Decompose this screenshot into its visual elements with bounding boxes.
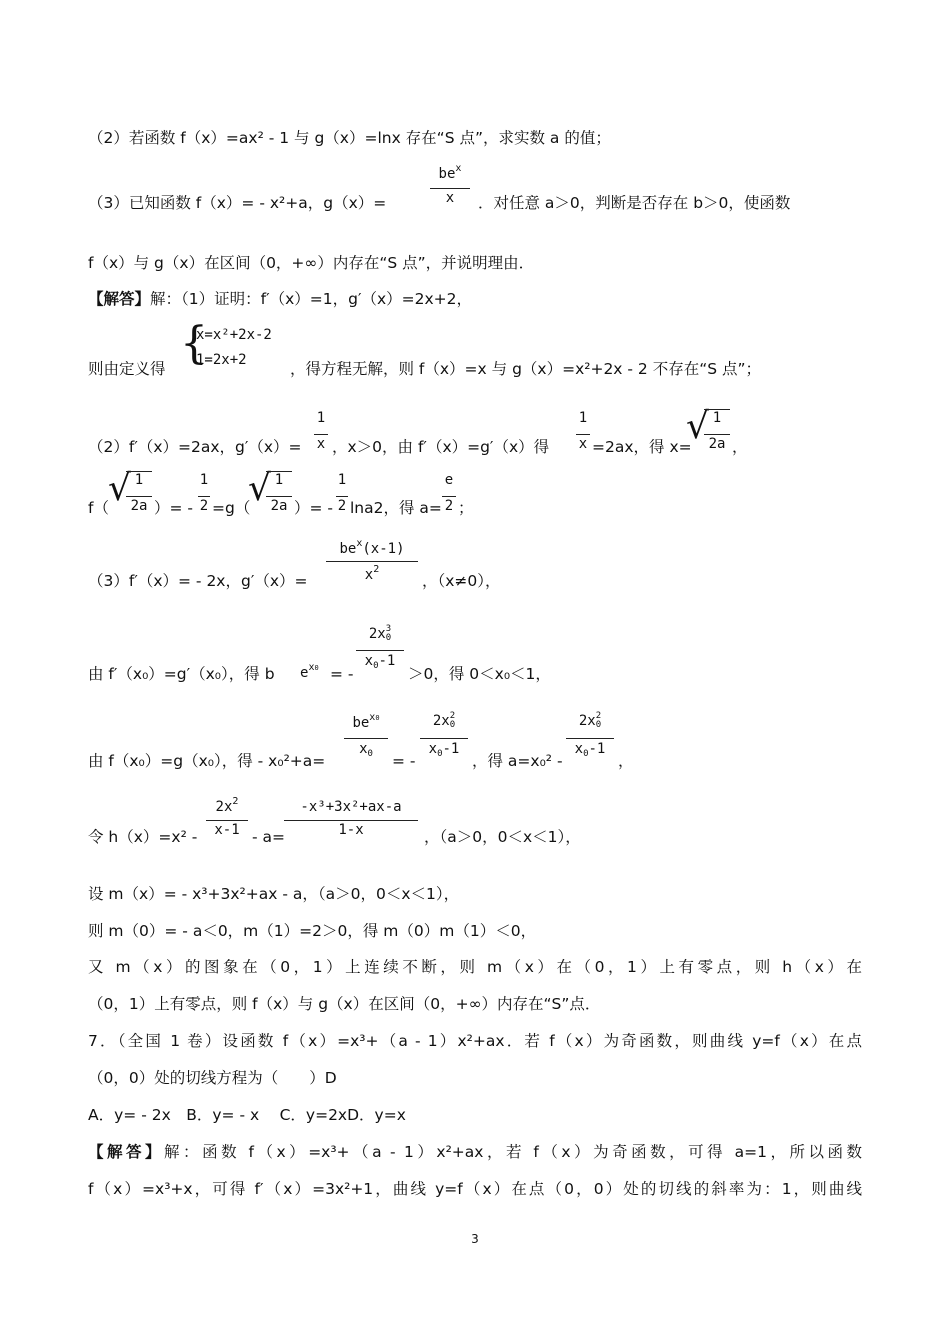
question-3-text-c: f（x）与 g（x）在区间（0，+∞）内存在“S 点”，并说明理由．: [88, 254, 535, 272]
question-7-answer-line-b: [88, 1178, 862, 1200]
gp-num-text: be: [339, 541, 357, 557]
sqrt1-bar: [704, 434, 730, 435]
f5c-bar: [566, 738, 614, 739]
gp-num-sup: x: [356, 538, 363, 549]
answer-5-part4: ，: [618, 752, 634, 770]
answer-5-part3: ，得 a=x₀² -: [472, 752, 563, 770]
f5a-den: [344, 741, 388, 759]
e-x0-exp: [308, 662, 318, 673]
answer-2-part4-wrap: [732, 436, 862, 458]
answer-2b-end-wrap: [458, 497, 862, 519]
answer-4-part2: = -: [330, 665, 354, 683]
frac-1x-den: x: [316, 436, 326, 452]
f5b-num-sub: 0: [449, 720, 456, 730]
half2-num: 1: [337, 472, 347, 488]
f5c-num: [566, 712, 614, 730]
answer-2b-eq3: ）= -: [294, 499, 334, 517]
question-7-a: 7．（全国 1 卷）设函数 f（x）=x³+（a - 1）x²+ax．若 f（x）为奇函数，则曲线 y=f（x）在点: [88, 1032, 862, 1050]
f6b-bar: [284, 820, 418, 821]
answer-6-part3-wrap: [424, 826, 862, 848]
e-x0-exp-x: x: [308, 662, 315, 673]
question-7-answer-a: 解：函数 f（x）=x³+（a - 1）x²+ax，若 f（x）为奇函数，可得 a=1，所以函数: [164, 1143, 862, 1161]
system-suffix-line: [290, 358, 862, 380]
question-7-options: A．y= - 2x B．y= - x C．y=2xD．y=x: [88, 1106, 406, 1124]
sqrt2-bar: [126, 496, 152, 497]
f5a-num-sup-sub: 0: [375, 714, 380, 722]
system-eq-1: x=x²+2x-2: [196, 327, 272, 343]
g3-denominator: x: [445, 190, 455, 206]
question-7-options-line: [88, 1104, 862, 1126]
gp-bar: [326, 561, 418, 562]
gp-num: [326, 538, 418, 557]
f5a-num-sup: x: [369, 712, 376, 723]
answer-2-part2: ，x＞0，由 f′（x）=g′（x）得: [332, 438, 550, 456]
question-7-line-b: [88, 1067, 862, 1089]
g3-numerator: [430, 163, 470, 182]
f5b-bar: [420, 738, 468, 739]
left-brace: {: [180, 318, 208, 369]
sqrt-sign-1: √: [686, 406, 709, 447]
f4-den-sub: 0: [373, 661, 379, 671]
e-half-num: e: [444, 472, 454, 488]
f5c-num-text: 2x: [578, 713, 596, 729]
half-den: 2: [199, 498, 209, 514]
f5b-num-scripts: [450, 712, 455, 730]
e-x0-exp-sub: 0: [314, 664, 319, 672]
answer-1-line: [88, 288, 862, 310]
f5c-num-sub: 0: [595, 720, 602, 730]
f5b-den-x: x: [428, 741, 438, 757]
question-3-line-c: [88, 252, 862, 274]
frac-1x-bar: [314, 434, 328, 435]
sqrt2-num: 1: [134, 472, 144, 488]
sqrt3-num: 1: [274, 472, 284, 488]
f5a-den-x: x: [359, 741, 368, 757]
question-3-rest: [478, 192, 862, 214]
answer-10: （0，1）上有零点，则 f（x）与 g（x）在区间（0，+∞）内存在“S”点．: [88, 995, 601, 1013]
f5a-bar: [344, 738, 388, 739]
g3-fraction-bar: [430, 188, 470, 189]
f5b-den-sub: 0: [437, 749, 443, 759]
f6a-num-text: 2x: [215, 799, 233, 815]
answer-9-line: [88, 956, 862, 978]
answer-9: 又 m（x）的图象在（0，1）上连续不断，则 m（x）在（0，1）上有零点，则 h（x）在: [88, 958, 862, 976]
answer-3-part2-wrap: [422, 570, 862, 592]
answer-3-part2: ，（x≠0），: [422, 572, 501, 590]
f4-den: [356, 653, 404, 671]
sqrt3-den: 2a: [270, 498, 288, 514]
question-7-answer-line-a: [88, 1141, 862, 1163]
f5c-den-x: x: [574, 741, 584, 757]
answer-4-part3-wrap: [408, 663, 862, 685]
f5a-den-sub: 0: [367, 749, 373, 759]
f5b-num-text: 2x: [432, 713, 450, 729]
answer-1-text: 解：（1）证明：f′（x）=1，g′（x）=2x+2，: [150, 290, 473, 308]
f5c-num-scripts: [596, 712, 601, 730]
answer-8: 则 m（0）= - a＜0，m（1）=2＞0，得 m（0）m（1）＜0，: [88, 922, 537, 940]
answer-6-part3: ，（a＞0，0＜x＜1），: [424, 828, 581, 846]
question-2-text: （2）若函数 f（x）=ax² - 1 与 g（x）=lnx 存在“S 点”，求实数 a 的值；: [88, 129, 611, 147]
f4-num: [356, 625, 404, 643]
answer-2-part1: （2）f′（x）=2ax，g′（x）=: [88, 438, 302, 456]
sqrt-sign-2: √: [108, 468, 131, 509]
frac-1x-num: 1: [316, 410, 326, 426]
frac-1x-b-num: 1: [578, 410, 588, 426]
answer-2b-f: f（: [88, 499, 109, 517]
answer-8-line: [88, 920, 862, 942]
f5c-num-sup: 2: [595, 711, 602, 721]
answer-5-part1: 由 f（x₀）=g（x₀），得 - x₀²+a=: [88, 752, 326, 770]
f4-bar: [356, 650, 404, 651]
answer-2b-end: ；: [458, 499, 474, 517]
f4-num-sub: 0: [385, 633, 392, 643]
f4-num-scripts: [386, 625, 391, 643]
f5c-den: [566, 741, 614, 759]
question-7-b: （0，0）处的切线方程为（ ）D: [88, 1069, 337, 1087]
answer-2b-eq2: =g（: [212, 499, 251, 517]
answer-5-part2: = -: [392, 752, 416, 770]
f5a-num-exp: [369, 712, 379, 723]
e-x0-base: e: [300, 665, 309, 681]
system-prefix: 则由定义得: [88, 360, 166, 378]
f4-den-rest: -1: [378, 653, 396, 669]
half-bar: [198, 496, 210, 497]
gp-num-rest: (x-1): [362, 541, 405, 557]
answer-tag-2: 【解答】: [88, 1143, 165, 1161]
answer-5-part4-wrap: [618, 750, 862, 772]
half2-bar: [336, 496, 348, 497]
f6a-num-sup: 2: [232, 796, 239, 807]
answer-tag: 【解答】: [88, 290, 151, 308]
question-7-line-a: [88, 1030, 862, 1052]
e-x0: [300, 662, 319, 681]
f6b-num: -x³+3x²+ax-a: [300, 799, 402, 815]
e-half-bar: [442, 496, 456, 497]
gp-den-sup: 2: [373, 564, 380, 575]
question-7-answer-b: f（x）=x³+x，可得 f′（x）=3x²+1，曲线 y=f（x）在点（0，0）处的切线的斜率为：1，则曲线: [88, 1180, 862, 1198]
f4-num-sup: 3: [385, 624, 392, 634]
question-3-text-b: ．对任意 a＞0，判断是否存在 b＞0，使函数: [478, 194, 791, 212]
answer-6-part1: 令 h（x）=x² -: [88, 828, 198, 846]
f5b-num-sup: 2: [449, 711, 456, 721]
answer-3-part1: （3）f′（x）= - 2x，g′（x）=: [88, 572, 308, 590]
question-2: [88, 127, 862, 149]
f5a-num-text: be: [352, 715, 370, 731]
system-eq-2: 1=2x+2: [196, 352, 247, 368]
sqrt3-bar: [266, 496, 292, 497]
frac-1x-b-bar: [576, 434, 590, 435]
f6a-bar: [206, 820, 248, 821]
answer-2-part3: =2ax，得 x=: [592, 438, 692, 456]
f6a-den: x-1: [214, 822, 240, 838]
gp-den: [326, 564, 418, 583]
question-3-text-a: （3）已知函数 f（x）= - x²+a，g（x）=: [88, 194, 387, 212]
half-num: 1: [199, 472, 209, 488]
answer-7-line: [88, 883, 862, 905]
g3-num-sup: x: [455, 163, 462, 174]
sqrt1-den: 2a: [708, 436, 726, 452]
g3-num-text: be: [438, 166, 456, 182]
f5a-num: [344, 712, 388, 731]
f5c-den-sub: 0: [583, 749, 589, 759]
answer-2b-eq1: ）= -: [154, 499, 194, 517]
answer-4-part3: ＞0，得 0＜x₀＜1，: [408, 665, 551, 683]
f5b-den: [420, 741, 468, 759]
answer-7: 设 m（x）= - x³+3x²+ax - a，（a＞0，0＜x＜1），: [88, 885, 460, 903]
sqrt1-num: 1: [712, 410, 722, 426]
half2-den: 2: [337, 498, 347, 514]
f5b-den-rest: -1: [442, 741, 460, 757]
frac-1x-b-den: x: [578, 436, 588, 452]
answer-2b-eq4: lna2，得 a=: [350, 499, 442, 517]
answer-6-part2: - a=: [252, 828, 286, 846]
answer-2-part4: ，: [732, 438, 748, 456]
sqrt2-den: 2a: [130, 498, 148, 514]
gp-den-text: x: [364, 567, 374, 583]
sqrt-sign-3: √: [248, 468, 271, 509]
page-number: 3: [471, 1232, 479, 1246]
system-suffix: ，得方程无解，则 f（x）=x 与 g（x）=x²+2x - 2 不存在“S 点”；: [290, 360, 762, 378]
f5b-num: [420, 712, 468, 730]
e-half-den: 2: [444, 498, 454, 514]
f5c-den-rest: -1: [588, 741, 606, 757]
f6b-den: 1-x: [338, 822, 364, 838]
f4-num-text: 2x: [368, 626, 386, 642]
f6a-num: [206, 796, 248, 815]
answer-4-part1: 由 f′（x₀）=g′（x₀），得 b: [88, 665, 275, 683]
answer-10-line: [88, 993, 862, 1015]
f4-den-x: x: [364, 653, 374, 669]
